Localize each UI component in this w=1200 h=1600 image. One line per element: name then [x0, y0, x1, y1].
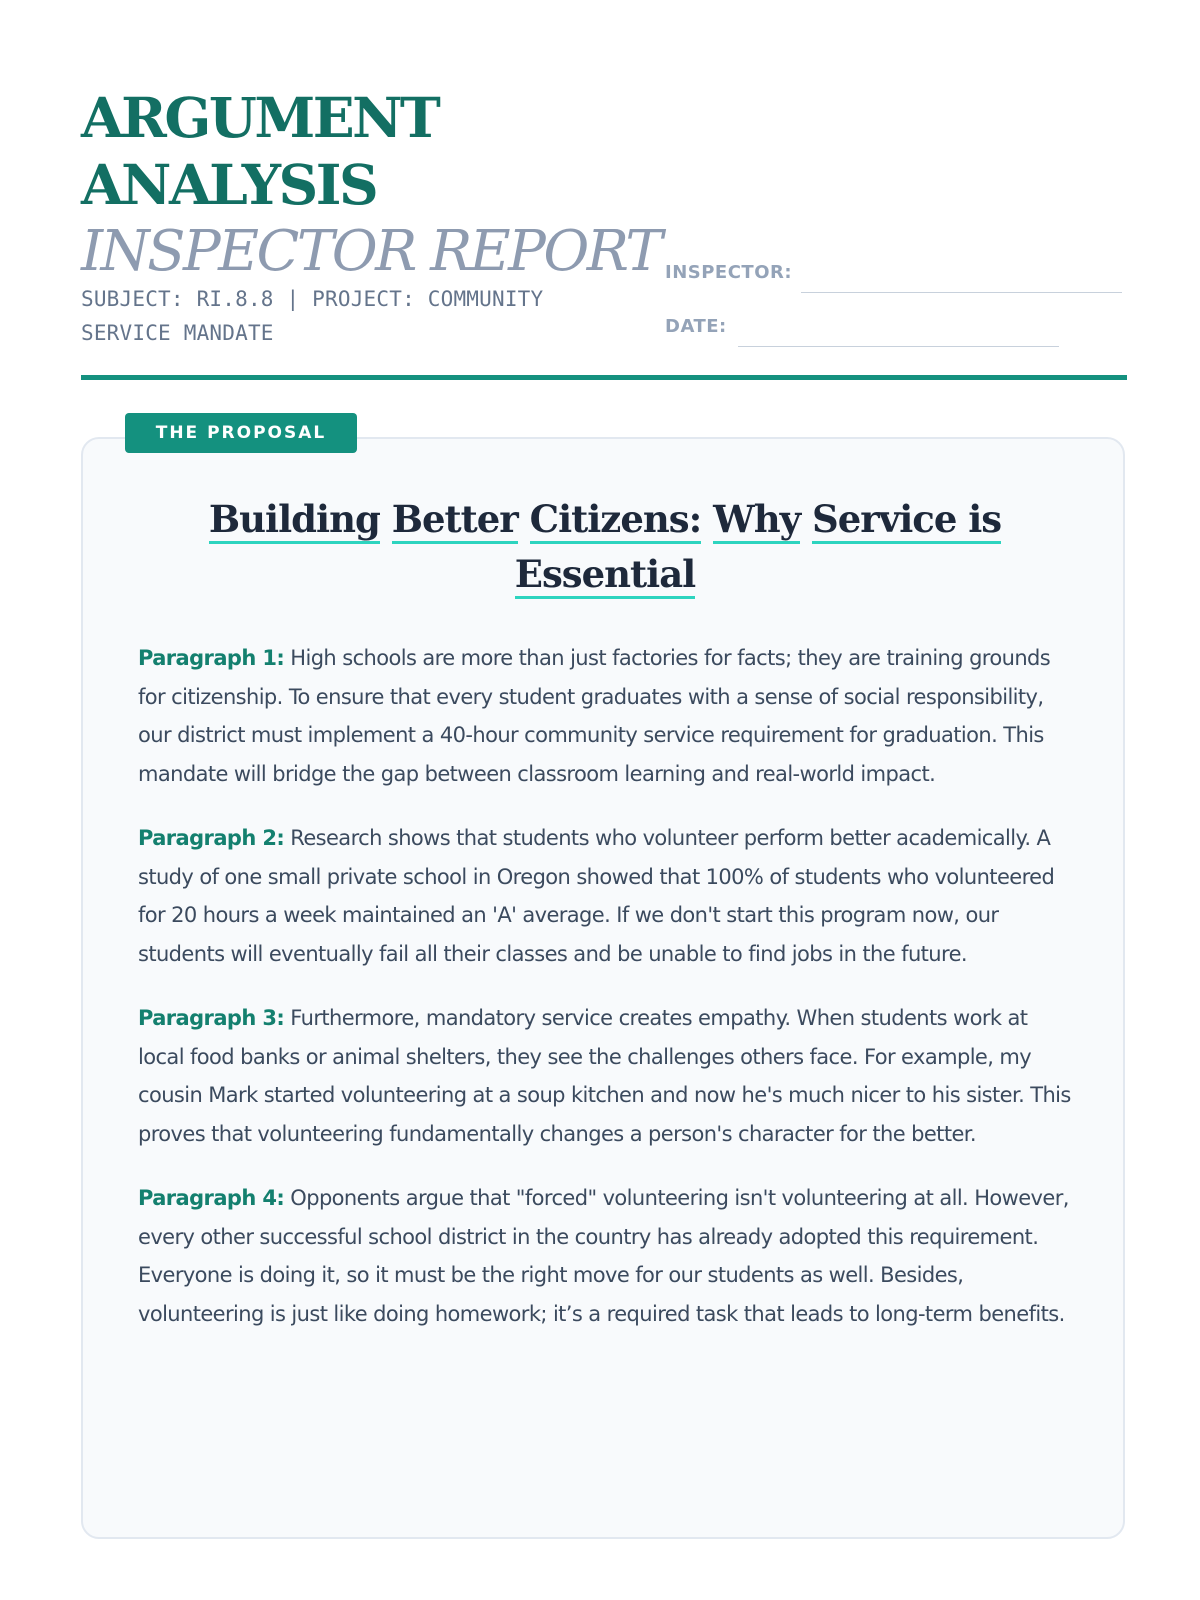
- subject-line: SUBJECT: RI.8.8 | PROJECT: COMMUNITY SERVICE MANDATE: [81, 287, 544, 345]
- paragraph-2: [138, 819, 1073, 973]
- paragraph-text: Furthermore, mandatory service creates empathy. When students work at local food banks or animal shelters, they see the challenges others face. For example, my cousin Mark started volunteering at a soup kitchen and now he's much nicer to his sister. This proves that volunteering fundamentally changes a person's character for the better.: [138, 1006, 1071, 1146]
- paragraph-text: High schools are more than just factories for facts; they are training grounds for citizenship. To ensure that every student graduates with a sense of social responsibility, our district must implement a 40-hour community service requirement for graduation. This mandate will bridge the gap between classroom learning and real-world impact.: [138, 646, 1051, 786]
- essay-body: [138, 639, 1073, 1359]
- date-field[interactable]: [738, 346, 1059, 347]
- paragraph-label: Paragraph 1:: [138, 646, 285, 670]
- essay-title-word: Better: [392, 497, 518, 544]
- essay-title-word: Service is: [812, 497, 1001, 544]
- header-divider: [81, 375, 1127, 380]
- paragraph-label: Paragraph 4:: [138, 1186, 285, 1210]
- paragraph-text: Opponents argue that "forced" volunteering isn't volunteering at all. However, every other successful school district in the country has already adopted this requirement. Everyone is doing it, so it must be the right move for our students as well. Besides, volunteering is just like doing homework; it’s a required task that leads to long-term benefits.: [138, 1186, 1069, 1326]
- paragraph-label: Paragraph 3:: [138, 1006, 285, 1030]
- paragraph-label: Paragraph 2:: [138, 826, 285, 850]
- report-subtitle: INSPECTOR REPORT: [81, 219, 661, 284]
- paragraph-text: Research shows that students who volunteer perform better academically. A study of one small private school in Oregon showed that 100% of students who volunteered for 20 hours a week maintained an 'A' average. If we don't start this program now, our students will eventually fail all their classes and be unable to find jobs in the future.: [138, 826, 1055, 966]
- essay-title-word: Essential: [515, 552, 695, 599]
- paragraph-4: [138, 1179, 1073, 1333]
- inspector-field[interactable]: [801, 292, 1122, 293]
- report-title: [81, 84, 641, 218]
- proposal-tag: THE PROPOSAL: [125, 413, 357, 453]
- report-title-line-2: ANALYSIS: [81, 152, 377, 217]
- report-title-line-1: ARGUMENT: [81, 85, 439, 150]
- inspector-label: INSPECTOR:: [665, 262, 793, 283]
- paragraph-1: [138, 639, 1073, 793]
- essay-title-word: Citizens:: [530, 497, 702, 544]
- paragraph-3: [138, 999, 1073, 1153]
- report-header: [81, 84, 1127, 345]
- essay-title-word: Why: [713, 497, 800, 544]
- essay-title: [140, 492, 1070, 602]
- essay-title-word: Building: [209, 497, 380, 544]
- date-label: DATE:: [665, 316, 727, 337]
